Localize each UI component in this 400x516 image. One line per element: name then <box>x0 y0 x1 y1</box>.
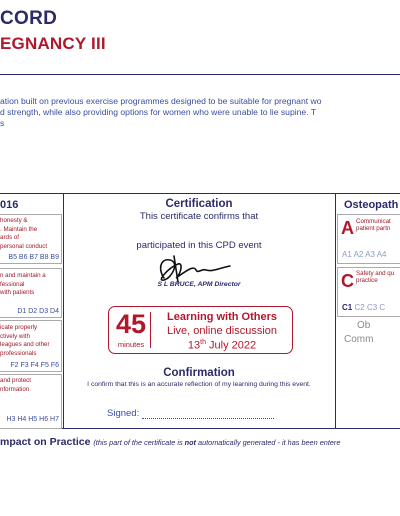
osteopath-heading: Osteopath <box>344 199 399 211</box>
learning-format: Live, online discussion <box>166 325 278 337</box>
event-date: 13th July 2022 <box>187 339 257 352</box>
minutes-value: 45 <box>115 309 147 339</box>
theme-c-text: Safety and qu practice <box>356 270 395 285</box>
description-line-2: d strength, while also providing options for women who were unable to lie supine. T <box>0 107 317 117</box>
right-grey-label-2: Comm <box>344 334 374 345</box>
theme-c-codes: C1 C2 C3 C <box>342 303 386 312</box>
standard-h-codes: H3 H4 H5 H6 H7 <box>6 416 59 423</box>
standards-heading: 016 <box>0 199 19 211</box>
theme-a-codes: A1 A2 A3 A4 <box>342 250 387 259</box>
signatory-name: S L BRUCE, APM Director <box>157 281 241 288</box>
certification-subtitle: This certificate confirms that <box>139 211 259 222</box>
confirmation-text: I confirm that this is an accurate reflection of my learning during this event. <box>87 381 311 388</box>
right-column-divider <box>335 193 336 429</box>
confirmation-heading: Confirmation <box>163 367 235 379</box>
certification-heading: Certification <box>165 198 233 210</box>
standard-d-text: n and maintain a fessional with patients <box>0 272 46 297</box>
theme-c-letter: C <box>341 271 354 291</box>
description-line-1: ation built on previous exercise programmes designed to be suitable for pregnant wo <box>0 96 322 106</box>
standard-b-text: honesty & . Maintain the ards of personal conduct <box>0 217 48 250</box>
signed-label: Signed: <box>107 408 140 419</box>
standard-b-codes: B5 B6 B7 B8 B9 <box>8 254 59 261</box>
description-line-3: s <box>0 118 5 128</box>
standard-d-codes: D1 D2 D3 D4 <box>17 308 59 315</box>
learning-box-divider <box>150 312 151 348</box>
theme-a-text: Communicat patient partn <box>356 218 391 233</box>
right-grey-label-1: Ob <box>357 320 371 331</box>
standard-f-text: icate properly ctively with leagues and other professionals <box>0 324 50 357</box>
theme-a-letter: A <box>341 218 354 238</box>
impact-on-practice-heading: mpact on Practice (this part of the certificate is not automatically generated - it has been entere <box>0 436 341 448</box>
header-divider <box>0 74 400 75</box>
learning-type: Learning with Others <box>166 311 277 323</box>
course-title: EGNANCY III <box>0 34 106 53</box>
standard-h-text: and protect nformation <box>0 377 31 393</box>
director-signature <box>150 254 250 284</box>
signature-line[interactable] <box>142 418 274 419</box>
participation-text: participated in this CPD event <box>136 240 262 251</box>
standard-f-codes: F2 F3 F4 F5 F6 <box>10 362 59 369</box>
minutes-label: minutes <box>117 340 145 349</box>
record-title: CORD <box>0 8 58 29</box>
left-column-divider <box>63 193 64 429</box>
